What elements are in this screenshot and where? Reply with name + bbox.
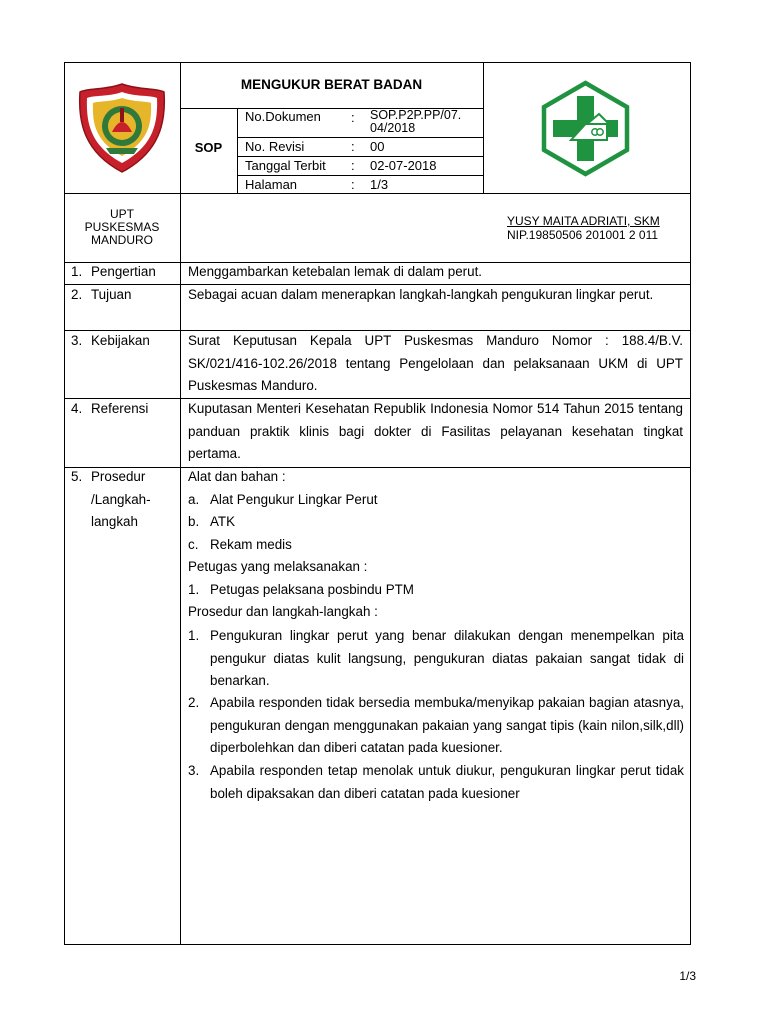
meta-value-tanggal-terbit: 02-07-2018 (370, 158, 437, 173)
list-item-mark: c. (188, 537, 199, 552)
list-item-mark: 2. (188, 695, 200, 710)
signer-nip: NIP.19850506 201001 2 011 (507, 228, 659, 242)
meta-label-tanggal-terbit: Tanggal Terbit (245, 158, 326, 173)
section-label-prosedur: langkah (91, 514, 138, 529)
meta-sep: : (351, 139, 355, 154)
section-label-tujuan: Tujuan (91, 287, 132, 302)
list-item: Apabila responden tetap menolak untuk diukur, pengukuran lingkar perut tidak boleh dipaksakan dan diberi catatan pada kuesioner (210, 763, 684, 801)
meta-label-no-revisi: No. Revisi (245, 139, 305, 154)
section-label-kebijakan: Kebijakan (91, 333, 150, 348)
unit-name: UPT PUSKESMAS MANDURO (84, 207, 160, 247)
list-item-mark: 1. (188, 628, 200, 643)
alat-heading: Alat dan bahan : (188, 469, 286, 484)
meta-label-no-dokumen: No.Dokumen (245, 109, 321, 124)
section-text-referensi: Kuputasan Menteri Kesehatan Republik Indonesia Nomor 514 Tahun 2015 tentang panduan praktik klinis bagi dokter di Fasilitas pelayanan kesehatan tingkat pertama. (188, 401, 683, 461)
meta-label-halaman: Halaman (245, 177, 298, 192)
divider (180, 62, 181, 945)
meta-value-no-revisi: 00 (370, 139, 385, 154)
meta-sep: : (351, 158, 355, 173)
list-item-mark: 3. (188, 763, 200, 778)
section-number: 2. (71, 287, 83, 302)
section-text-pengertian: Menggambarkan ketebalan lemak di dalam perut. (188, 264, 483, 279)
page-number: 1/3 (679, 969, 696, 983)
meta-sep: : (351, 177, 355, 192)
section-label-pengertian: Pengertian (91, 264, 156, 279)
list-item: Apabila responden tidak bersedia membuka/menyikap pakaian bagian atasnya, pengukuran dengan menggunakan pakaian yang sangat tipis (kain nilon,silk,dll) diperbolehkan dan diberi catatan pada kuesioner. (210, 695, 684, 755)
meta-value-no-dokumen: SOP.P2P.PP/07. 04/2018 (370, 108, 462, 135)
divider (237, 156, 483, 157)
divider (483, 62, 484, 193)
sop-label: SOP (194, 140, 223, 155)
langkah-heading: Prosedur dan langkah-langkah : (188, 604, 378, 619)
list-item-mark: 1. (188, 582, 200, 597)
document-title: MENGUKUR BERAT BADAN (240, 77, 423, 92)
divider (64, 467, 691, 468)
meta-value-halaman: 1/3 (370, 177, 389, 192)
section-number: 1. (71, 264, 83, 279)
section-number: 5. (71, 469, 83, 484)
section-text-tujuan: Sebagai acuan dalam menerapkan langkah-langkah pengukuran lingkar perut. (188, 287, 654, 302)
list-item: Pengukuran lingkar perut yang benar dilakukan dengan menempelkan pita pengukur diatas kulit langsung, pengukuran diatas pakaian sangat tidak di benarkan. (210, 628, 684, 688)
section-number: 4. (71, 401, 83, 416)
section-text-kebijakan: Surat Keputusan Kepala UPT Puskesmas Manduro Nomor : 188.4/B.V. SK/021/416-102.26/2018 tentang Pengelolaan dan pelaksanaan UKM di UPT Puskesmas Manduro. (188, 333, 683, 393)
divider (237, 108, 238, 193)
list-item: Rekam medis (210, 537, 292, 552)
puskesmas-logo-icon (537, 80, 634, 177)
signer-name: YUSY MAITA ADRIATI, SKM (507, 214, 660, 228)
divider (64, 193, 691, 194)
meta-sep: : (351, 110, 355, 125)
regency-emblem-icon (78, 82, 166, 174)
section-number: 3. (71, 333, 83, 348)
petugas-heading: Petugas yang melaksanakan : (188, 559, 368, 574)
divider (237, 137, 483, 138)
section-label-prosedur: Prosedur (91, 469, 146, 484)
list-item-mark: a. (188, 492, 200, 507)
list-item: Alat Pengukur Lingkar Perut (210, 492, 378, 507)
section-label-referensi: Referensi (91, 401, 149, 416)
list-item: Petugas pelaksana posbindu PTM (210, 582, 414, 597)
section-label-prosedur: /Langkah- (91, 492, 151, 507)
sop-document-frame (64, 62, 691, 945)
divider (237, 175, 483, 176)
list-item: ATK (210, 514, 236, 529)
list-item-mark: b. (188, 514, 200, 529)
